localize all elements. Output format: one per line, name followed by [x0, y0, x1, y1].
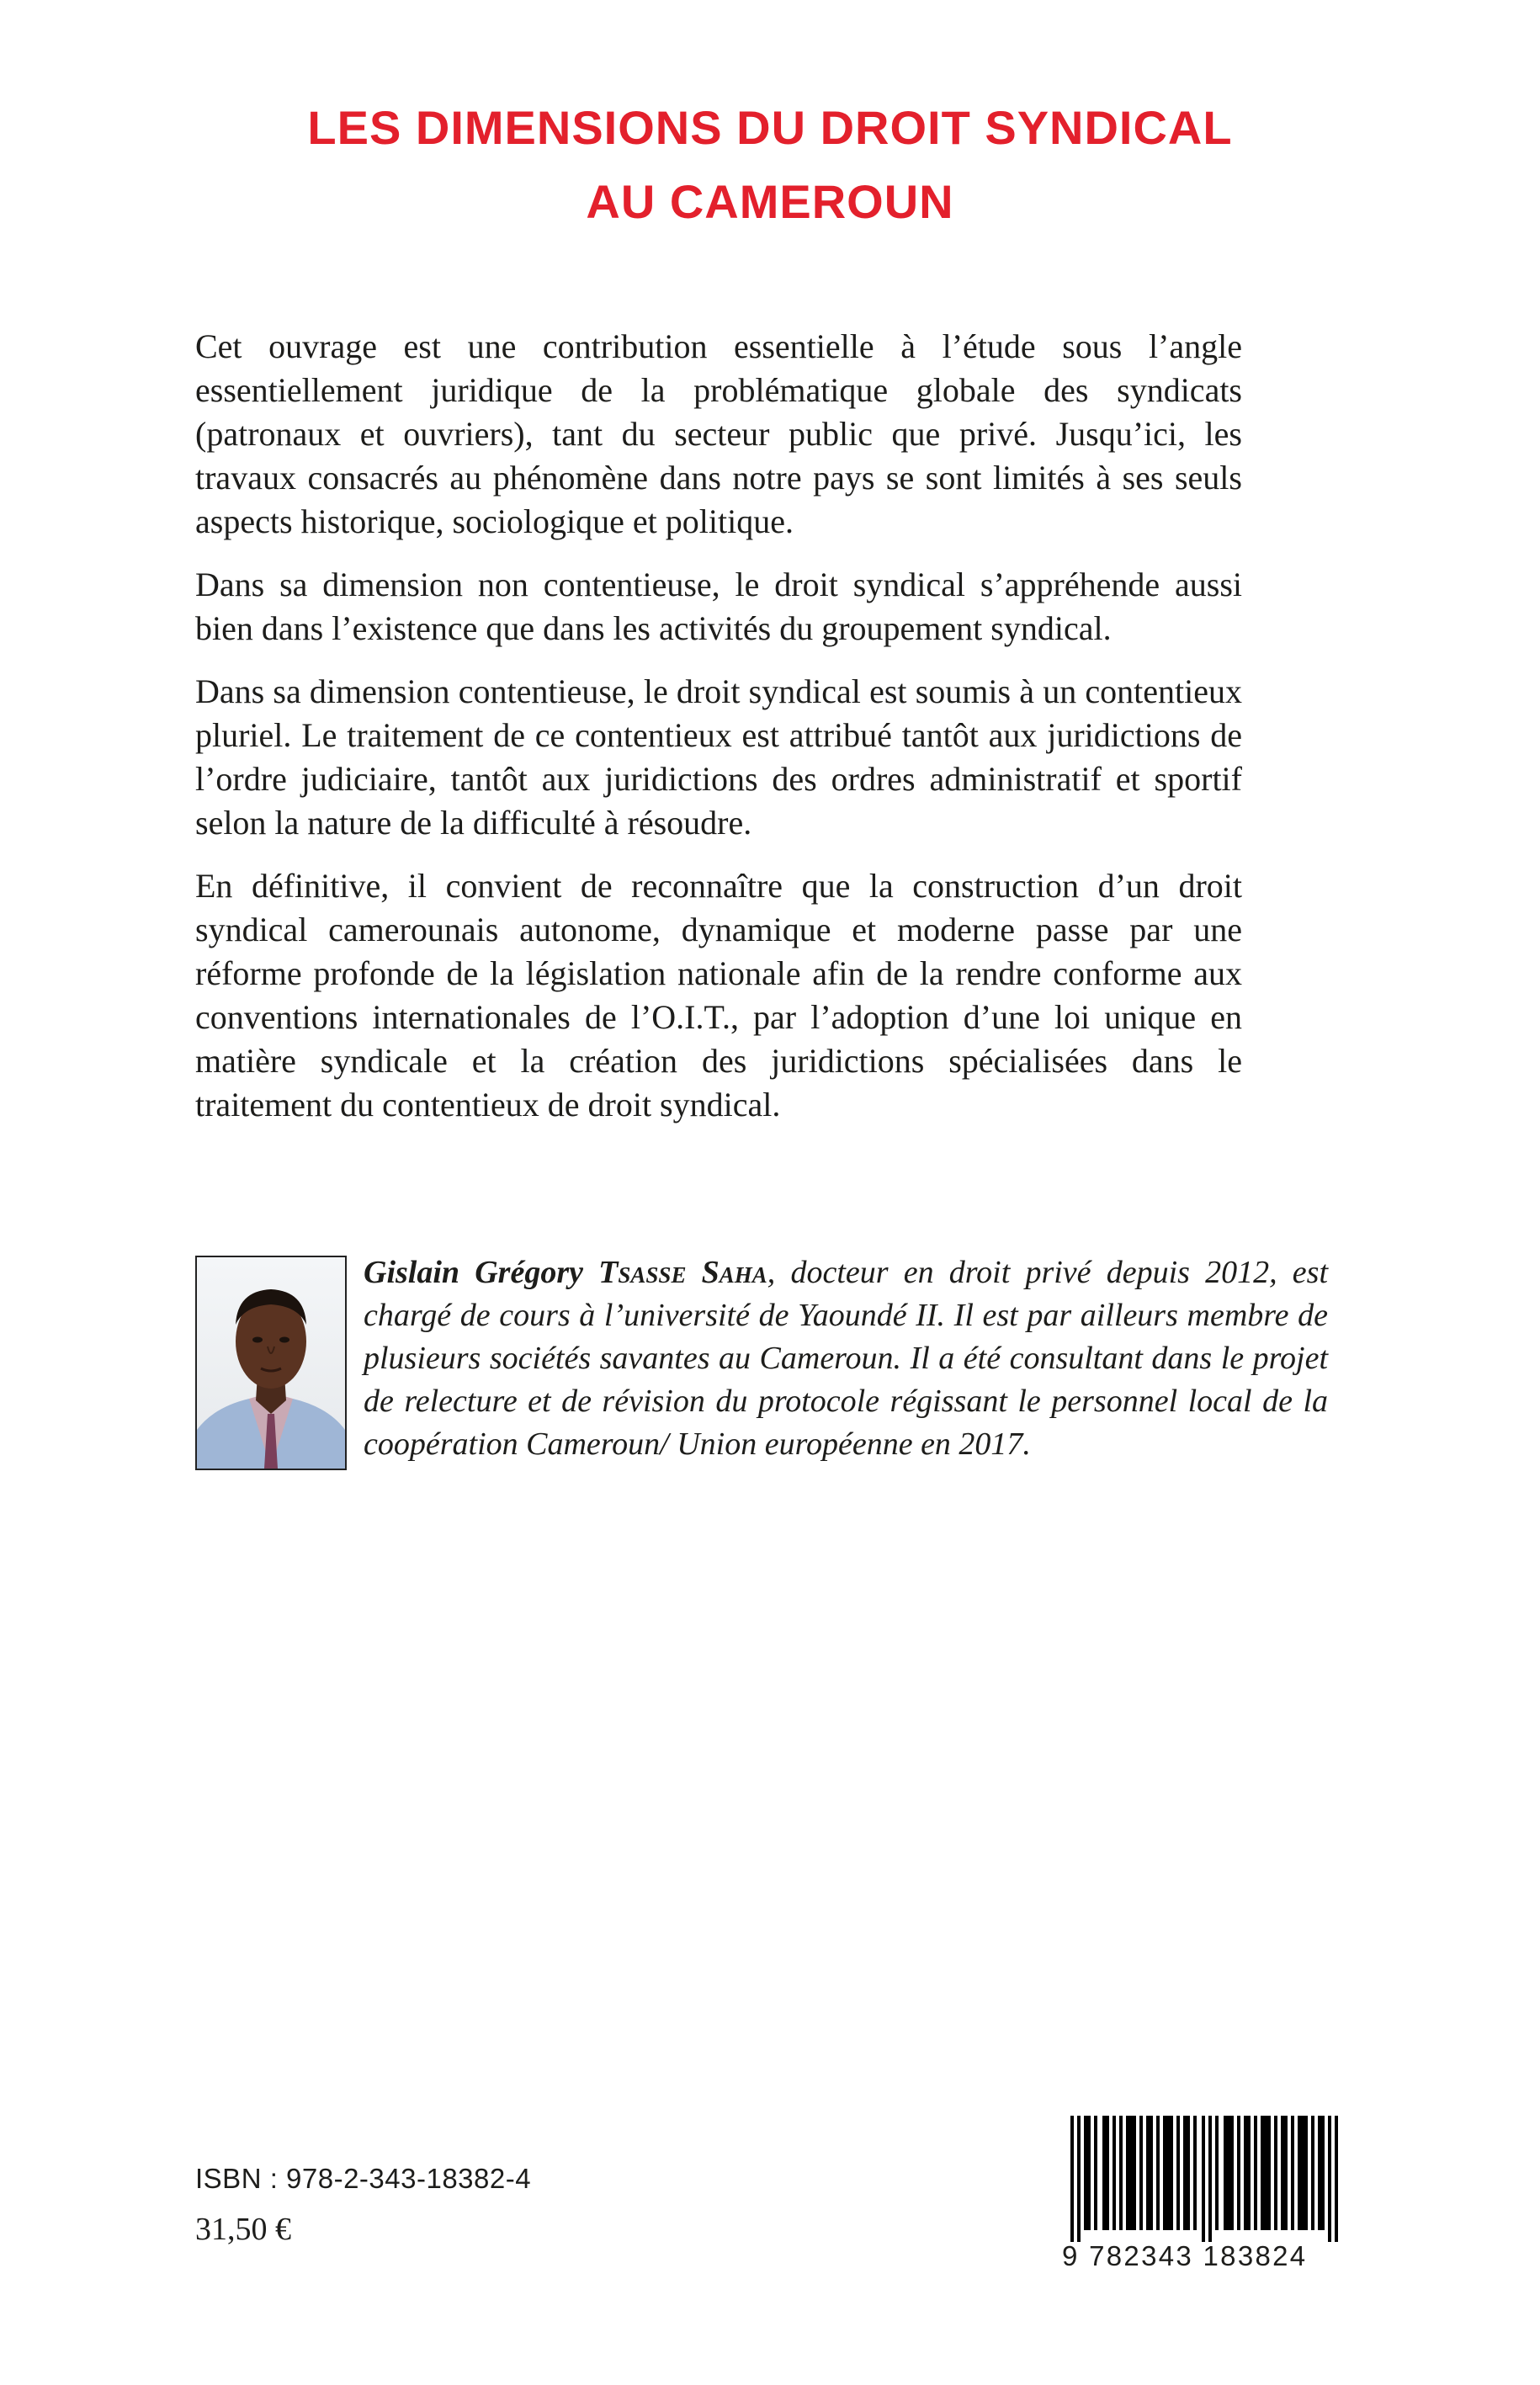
book-title: [0, 91, 1540, 239]
barcode-bars: [1070, 2116, 1341, 2242]
summary-paragraph: En définitive, il convient de reconnaître que la construction d’un droit syndical camerounais autonome, dynamique et moderne passe par une réforme profonde de la législation nationale afin de la rendre conforme aux conventions internationales de l’O.I.T., par l’adoption d’une loi unique en matière syndicale et la création des juridictions spécialisées dans le traitement du contentieux de droit syndical.: [195, 867, 1242, 1123]
author-first-names: Gislain Grégory: [364, 1255, 583, 1290]
barcode: [1062, 2111, 1345, 2277]
price: 31,50 €: [195, 2212, 291, 2247]
title-line-2: AU CAMEROUN: [586, 175, 954, 228]
back-cover-summary: [195, 325, 1242, 1146]
author-photo: [195, 1256, 347, 1470]
summary-paragraph: Dans sa dimension non contentieuse, le droit syndical s’appréhende aussi bien dans l’existence que dans les activités du groupement syndical.: [195, 566, 1242, 647]
author-portrait-image: [197, 1257, 345, 1469]
isbn: ISBN : 978-2-343-18382-4: [195, 2163, 532, 2194]
title-line-1: LES DIMENSIONS DU DROIT SYNDICAL: [307, 101, 1233, 154]
author-surname: Tsasse Saha: [598, 1255, 767, 1290]
summary-paragraph: Dans sa dimension contentieuse, le droit syndical est soumis à un contentieux pluriel. Le traitement de ce contentieux est attribué tantôt aux juridictions de l’ordre judiciaire, tantôt aux juridictions des ordres administratif et sportif selon la nature de la difficulté à résoudre.: [195, 672, 1242, 842]
summary-paragraph: Cet ouvrage est une contribution essentielle à l’étude sous l’angle essentiellement juridique de la problématique globale des syndicats (patronaux et ouvriers), tant du secteur public que privé. Jusqu’ici, les travaux consacrés au phénomène dans notre pays se sont limités à ses seuls aspects historique, sociologique et politique.: [195, 327, 1242, 540]
author-name: [364, 1255, 767, 1290]
author-bio-text: , docteur en droit privé depuis 2012, est chargé de cours à l’université de Yaoundé II. Il est par ailleurs membre de plusieurs sociétés savantes au Cameroun. Il a été consultant dans le projet de relecture et de révision du protocole régissant le personnel local de la coopération Cameroun/ Union européenne en 2017.: [364, 1255, 1329, 1462]
author-bio: [195, 1251, 1328, 1466]
barcode-digits: 9 782343 183824: [1062, 2240, 1308, 2271]
